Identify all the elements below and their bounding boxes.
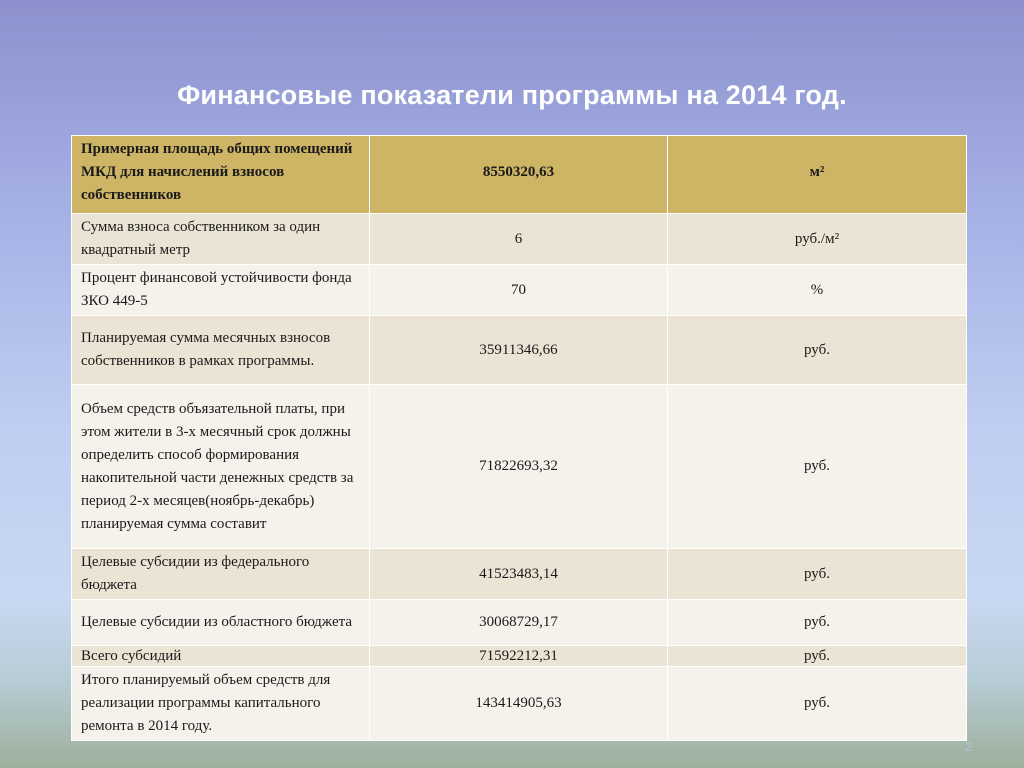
- table-row: [72, 136, 967, 214]
- row-unit: руб.: [668, 385, 967, 549]
- row-value: 30068729,17: [370, 600, 668, 646]
- row-value: 6: [370, 214, 668, 265]
- row-unit: м²: [668, 136, 967, 214]
- table-row: [72, 385, 967, 549]
- row-label: Планируемая сумма месячных взносов собственников в рамках программы.: [72, 316, 370, 385]
- row-unit: руб.: [668, 646, 967, 667]
- financial-indicators-table: [71, 135, 967, 741]
- row-value: 71592212,31: [370, 646, 668, 667]
- table-row: [72, 646, 967, 667]
- row-unit: руб./м²: [668, 214, 967, 265]
- row-label: Примерная площадь общих помещений МКД для начислений взносов собственников: [72, 136, 370, 214]
- row-value: 8550320,63: [370, 136, 668, 214]
- table-row: [72, 316, 967, 385]
- row-value: 41523483,14: [370, 549, 668, 600]
- row-label: Всего субсидий: [72, 646, 370, 667]
- slide-title: Финансовые показатели программы на 2014 год.: [177, 80, 847, 110]
- row-value: 143414905,63: [370, 667, 668, 741]
- row-value: 70: [370, 265, 668, 316]
- row-label: Итого планируемый объем средств для реализации программы капитального ремонта в 2014 году.: [72, 667, 370, 741]
- row-label: Сумма взноса собственником за один квадратный метр: [72, 214, 370, 265]
- row-value: 71822693,32: [370, 385, 668, 549]
- row-unit: руб.: [668, 549, 967, 600]
- row-unit: руб.: [668, 667, 967, 741]
- table-row: [72, 214, 967, 265]
- row-label: Целевые субсидии из федерального бюджета: [72, 549, 370, 600]
- row-unit: руб.: [668, 316, 967, 385]
- table-row: [72, 265, 967, 316]
- table-row: [72, 667, 967, 741]
- row-unit: %: [668, 265, 967, 316]
- row-value: 35911346,66: [370, 316, 668, 385]
- table-row: [72, 600, 967, 646]
- page-number: 2: [964, 739, 972, 754]
- table-row: [72, 549, 967, 600]
- row-unit: руб.: [668, 600, 967, 646]
- row-label: Объем средств объязательной платы, при этом жители в 3-х месячный срок должны определить способ формирования накопительной части денежных средств за период 2-х месяцев(ноябрь-декабрь) планируемая сумма составит: [72, 385, 370, 549]
- row-label: Целевые субсидии из областного бюджета: [72, 600, 370, 646]
- row-label: Процент финансовой устойчивости фонда ЗКО 449-5: [72, 265, 370, 316]
